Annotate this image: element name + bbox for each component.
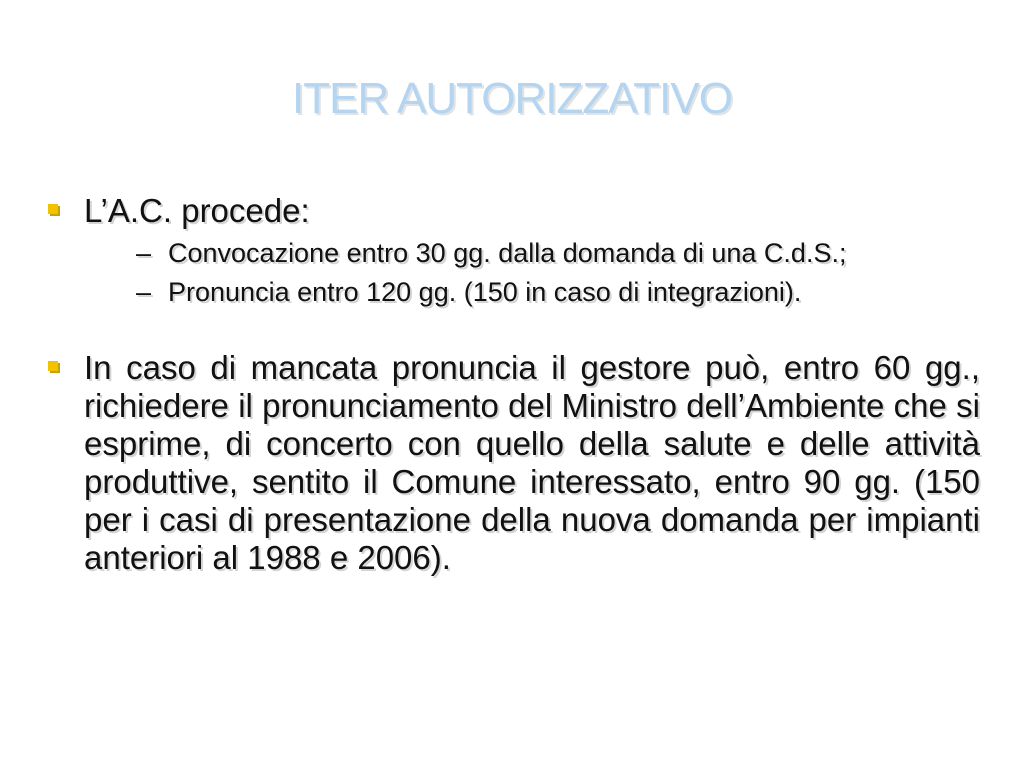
sub-item-text: Convocazione entro 30 gg. dalla domanda di una C.d.S.; [168, 238, 847, 268]
bullet-item [44, 349, 980, 577]
bullet-text: In caso di mancata pronuncia il gestore può, entro 60 gg., richiedere il pronunciamento del Ministro dell’Ambiente che si esprime, di concerto con quello della salute e delle attività produttive, sentito il Comune interessato, entro 90 gg. (150 per i casi di presentazione della nuova domanda per impianti anteriori al 1988 e 2006). [84, 349, 980, 576]
dash-bullet: – [136, 277, 152, 307]
square-bullet-icon [48, 361, 58, 371]
sub-item [132, 238, 980, 268]
slide-title: ITER AUTORIZZATIVO [292, 74, 732, 123]
slide-body [44, 192, 980, 577]
square-bullet-icon [48, 204, 58, 214]
sub-list [132, 238, 980, 307]
bullet-item [44, 192, 980, 307]
dash-bullet: – [136, 238, 152, 268]
sub-item-text: Pronuncia entro 120 gg. (150 in caso di integrazioni). [168, 277, 802, 307]
sub-item [132, 277, 980, 307]
bullet-text: L’A.C. procede: [84, 192, 310, 229]
